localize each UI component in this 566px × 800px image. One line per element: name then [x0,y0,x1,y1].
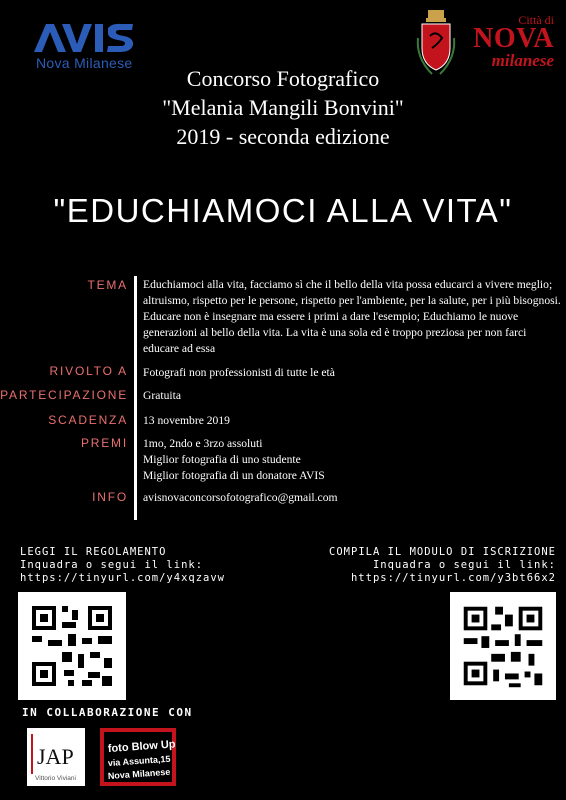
value-info: avisnovaconcorsofotografico@gmail.com [143,491,338,504]
foto-blow-up-logo-icon [100,728,176,786]
blowup-line-1: foto Blow Up [107,738,176,756]
value-premi [143,436,563,484]
city-name: NOVA [473,23,554,54]
iscrizione-title: COMPILA IL MODULO DI ISCRIZIONE [329,546,556,558]
contest-title [0,64,566,151]
iscrizione-block [329,546,556,585]
regolamento-title: LEGGI IL REGOLAMENTO [20,546,167,558]
divider-line [134,276,137,520]
avis-subtitle: Nova Milanese [36,55,133,71]
blowup-line-2: via Assunta,15 [107,753,171,769]
collaborazione-heading: IN COLLABORAZIONE CON [22,706,193,719]
label-info: INFO [92,490,128,504]
blowup-line-3: Nova Milanese [107,766,171,782]
iscrizione-link[interactable]: https://tinyurl.com/y3bt66x2 [350,572,556,584]
avis-logo [30,18,140,58]
city-logo [464,14,554,69]
qr-code-iscrizione-icon[interactable] [450,592,556,700]
label-partecipazione: PARTECIPAZIONE [0,388,128,402]
value-tema: Educhiamoci alla vita, facciamo sì che il bello della vita possa educarci a vivere meglio; altruismo, rispetto per le persone, rispetto per l'ambiente, per la salute, per i più bisognosi. Educare non è insegnare ma essere i primi a dare l'esempio; Educhiamo le nuove generazioni al bello della vita. La vita è una sola ed è troppo preziosa per non farci educare ad essa [143,278,561,355]
title-line-1: Concorso Fotografico [186,66,380,91]
regolamento-link[interactable]: https://tinyurl.com/y4xqzavw [20,572,226,584]
city-suffix: milanese [491,51,554,70]
label-tema: TEMA [87,278,128,292]
qr-code-regolamento-icon[interactable] [18,592,126,700]
premi-line-2: Miglior fotografia di uno studente [143,453,301,466]
premi-line-1: 1mo, 2ndo e 3rzo assoluti [143,437,263,450]
motto: "EDUCHIAMOCI ALLA VITA" [53,192,513,229]
label-scadenza: SCADENZA [48,413,128,427]
value-rivolto: Fotografi non professionisti di tutte le età [143,366,335,379]
title-line-3: 2019 - seconda edizione [176,124,390,149]
jap-logo-text: JAP [37,744,74,769]
city-prefix: Città di [518,13,554,27]
value-scadenza: 13 novembre 2019 [143,414,230,427]
jap-logo-icon [27,728,85,786]
regolamento-instruction: Inquadra o segui il link: [20,559,204,571]
value-partecipazione: Gratuita [143,389,181,402]
jap-name: Vittorio Viviani [35,775,76,782]
label-rivolto: RIVOLTO A [49,364,128,378]
iscrizione-instruction: Inquadra o segui il link: [372,559,556,571]
premi-line-3: Miglior fotografia di un donatore AVIS [143,469,325,482]
title-line-2: "Melania Mangili Bonvini" [162,95,404,120]
regolamento-block [20,546,225,585]
label-premi: PREMI [80,436,128,450]
